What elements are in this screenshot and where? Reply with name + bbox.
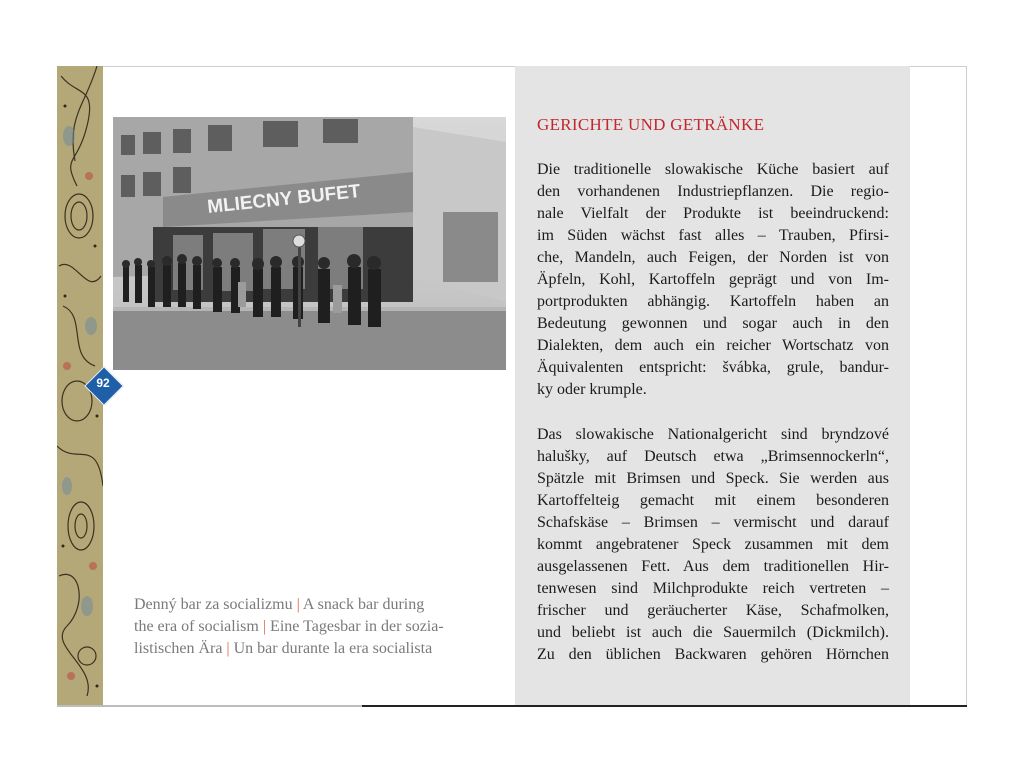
text-line: Die traditionelle slowakische Küche basiert auf bbox=[537, 161, 889, 178]
text-line: ausgelassenen Fett. Aus dem traditionellen Hir- bbox=[537, 558, 889, 575]
caption-separator: | bbox=[262, 618, 267, 635]
paragraph-2 bbox=[537, 424, 889, 666]
text-line: Äquivalenten entspricht: švábka, grule, bandur- bbox=[537, 359, 889, 376]
text-line: portprodukten abhängig. Kartoffeln haben an bbox=[537, 293, 889, 310]
text-line: ky oder krumple. bbox=[537, 381, 647, 398]
text-line: Schafskäse – Brimsen – vermischt und darauf bbox=[537, 514, 889, 531]
text-line: che, Mandeln, auch Feigen, der Norden ist von bbox=[537, 249, 889, 266]
paragraph-1 bbox=[537, 159, 889, 401]
text-line: Kartoffelteig gemacht mit einem besonderen bbox=[537, 492, 889, 509]
text-line: nale Vielfalt der Produkte ist beeindruckend: bbox=[537, 205, 889, 222]
text-line: frischer und geräucherter Käse, Schafmolken, bbox=[537, 602, 889, 619]
snack-bar-photo-icon bbox=[113, 117, 506, 370]
text-line: im Süden wächst fast alles – Trauben, Pfirsi- bbox=[537, 227, 889, 244]
text-line: den vorhandenen Industriepflanzen. Die regio- bbox=[537, 183, 889, 200]
caption-separator: | bbox=[296, 596, 300, 613]
text-line: Spätzle mit Brimsen und Speck. Sie werden aus bbox=[537, 470, 889, 487]
photo-caption bbox=[134, 594, 486, 660]
text-line: Zu den üblichen Backwaren gehören Hörnchen bbox=[537, 646, 889, 663]
caption-line-3: listischen Ära | Un bar durante la era socialista bbox=[134, 640, 433, 657]
caption-separator: | bbox=[226, 640, 230, 657]
text-line: Dialekten, dem auch ein reicher Wortschatz von bbox=[537, 337, 889, 354]
historic-photo bbox=[113, 117, 506, 370]
caption-line-2: the era of socialism | Eine Tagesbar in der sozia- bbox=[134, 618, 444, 635]
text-line: Bedeutung gewonnen und sogar auch in den bbox=[537, 315, 889, 332]
text-line: Das slowakische Nationalgericht sind bryndzové bbox=[537, 426, 889, 443]
text-line: tenwesen sind Milchprodukte reich vertreten – bbox=[537, 580, 889, 597]
page-number-badge bbox=[86, 368, 120, 402]
page-bottom-shade bbox=[57, 705, 362, 707]
text-line: Äpfeln, Kohl, Kartoffeln geprägt und von Im- bbox=[537, 271, 889, 288]
section-heading: GERICHTE UND GETRÄNKE bbox=[537, 115, 765, 134]
text-line: und beliebt ist auch die Sauermilch (Dickmilch). bbox=[537, 624, 889, 641]
caption-line-1: Denný bar za socializmu | A snack bar during bbox=[134, 596, 425, 613]
page-number: 92 bbox=[96, 376, 110, 390]
text-line: kommt angebratener Speck zusammen mit dem bbox=[537, 536, 889, 553]
text-line: halušky, auf Deutsch etwa „Brimsennockerln“, bbox=[537, 448, 889, 465]
storefront-sign: MLIECNY BUFET bbox=[206, 181, 362, 218]
